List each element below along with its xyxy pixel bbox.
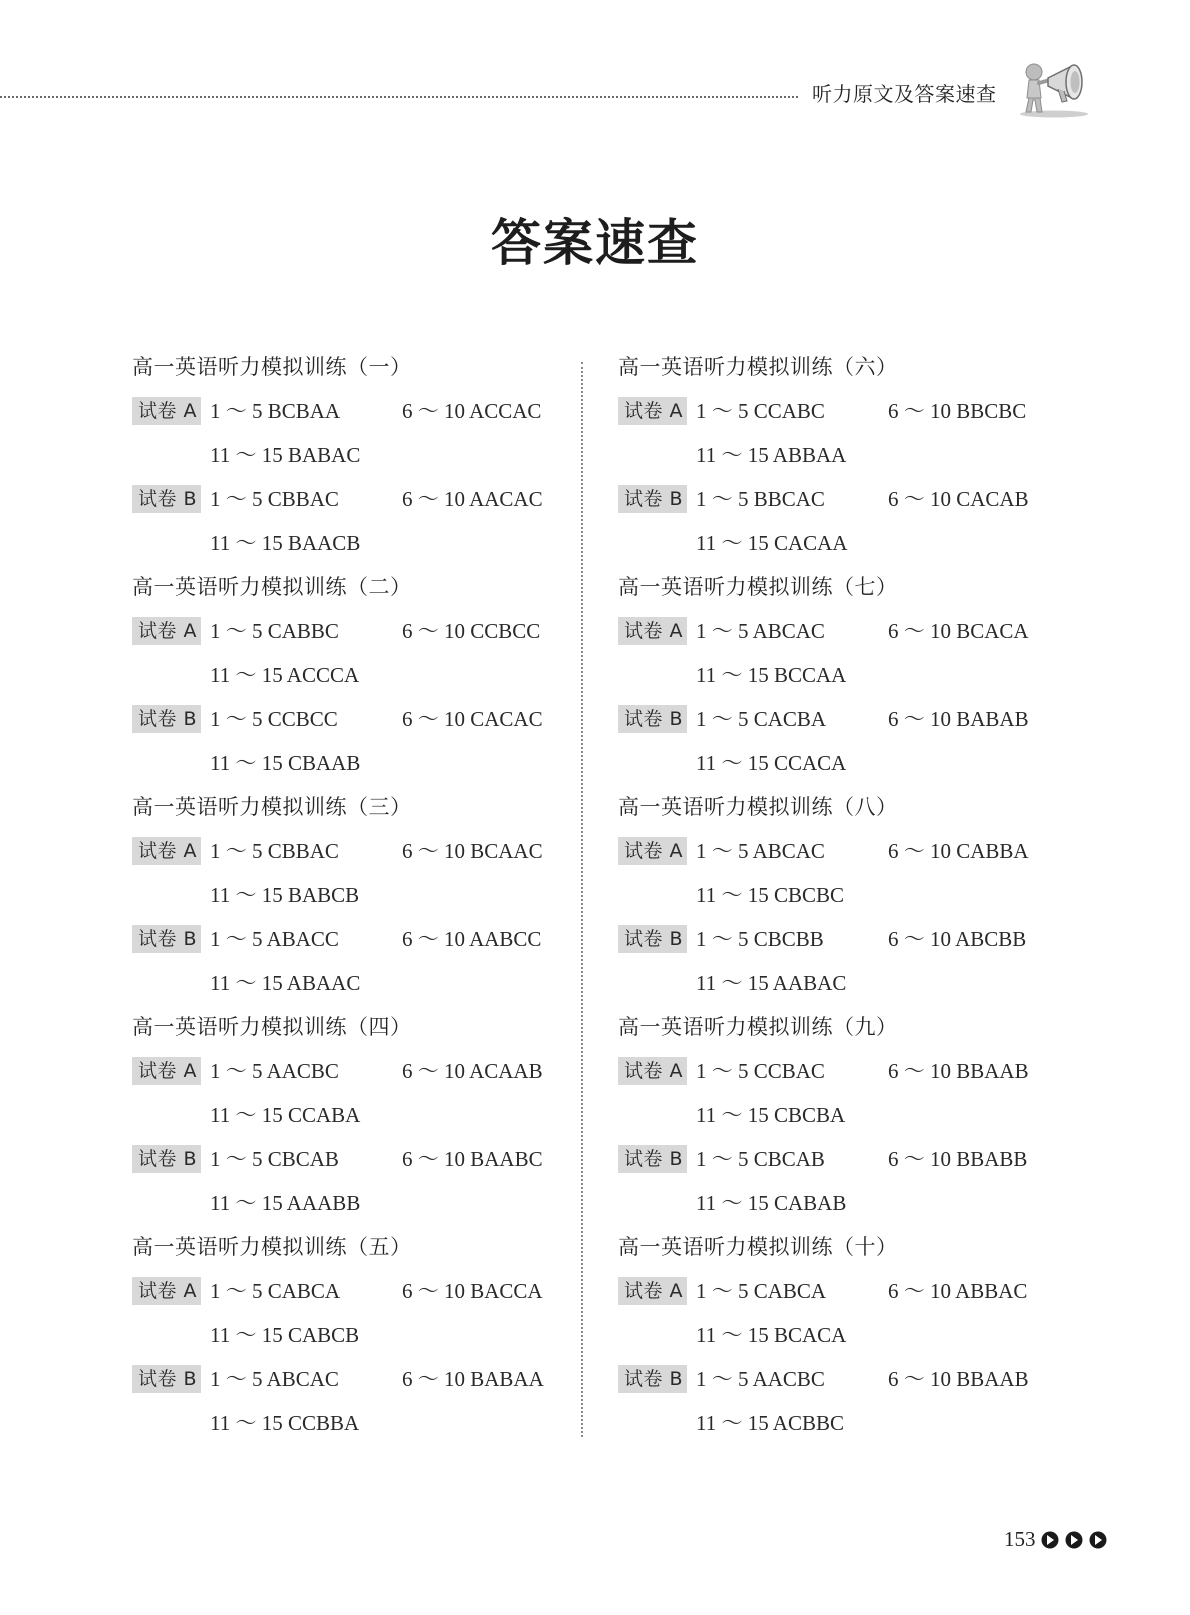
- answers-1-5: 1 ～ 5 CCABC: [696, 399, 825, 423]
- answers-6-10: 6 ～ 10 BBAAB: [888, 1367, 1029, 1391]
- paper-b-label: 试卷 B: [132, 485, 201, 513]
- section-title: 高一英语听力模拟训练（一）: [132, 355, 412, 379]
- paper-a-label: 试卷 A: [618, 1057, 687, 1085]
- section-title: 高一英语听力模拟训练（四）: [132, 1015, 412, 1039]
- paper-b-label: 试卷 B: [618, 925, 687, 953]
- paper-b-row: [618, 922, 1058, 956]
- paper-b-row-continued: [618, 746, 1058, 780]
- paper-a-row: [618, 834, 1058, 868]
- answers-11-15: 11 ～ 15 BABCB: [210, 883, 360, 907]
- answers-11-15: 11 ～ 15 CCBBA: [210, 1411, 360, 1435]
- section-title: 高一英语听力模拟训练（七）: [618, 575, 898, 599]
- answers-1-5: 1 ～ 5 AACBC: [696, 1367, 825, 1391]
- answer-section: [132, 350, 572, 570]
- paper-a-row: [132, 1274, 572, 1308]
- answers-11-15: 11 ～ 15 ACBBC: [696, 1411, 845, 1435]
- header-rule: [0, 96, 798, 98]
- paper-a-row-continued: [132, 658, 572, 692]
- paper-b-row: [618, 1362, 1058, 1396]
- answers-1-5: 1 ～ 5 ABCAC: [696, 619, 825, 643]
- answers-1-5: 1 ～ 5 CACBA: [696, 707, 827, 731]
- answers-11-15: 11 ～ 15 CABCB: [210, 1323, 360, 1347]
- answers-11-15: 11 ～ 15 CABAB: [696, 1191, 847, 1215]
- paper-a-label: 试卷 A: [618, 1277, 687, 1305]
- megaphone-figure-icon: [1020, 58, 1106, 118]
- answer-section: [618, 570, 1058, 790]
- paper-b-row-continued: [618, 1406, 1058, 1440]
- answers-6-10: 6 ～ 10 AACAC: [402, 487, 543, 511]
- answers-11-15: 11 ～ 15 ABBAA: [696, 443, 847, 467]
- right-column: [618, 350, 1058, 1450]
- answer-section: [132, 1230, 572, 1450]
- section-title: 高一英语听力模拟训练（八）: [618, 795, 898, 819]
- arrow-circle-icon: [1066, 1532, 1083, 1549]
- answers-1-5: 1 ～ 5 CBCAB: [210, 1147, 339, 1171]
- paper-b-row: [618, 482, 1058, 516]
- answers-6-10: 6 ～ 10 BABAA: [402, 1367, 544, 1391]
- paper-a-row-continued: [132, 438, 572, 472]
- paper-b-label: 试卷 B: [618, 705, 687, 733]
- answers-11-15: 11 ～ 15 CCABA: [210, 1103, 361, 1127]
- answer-section: [618, 1230, 1058, 1450]
- answers-1-5: 1 ～ 5 CBCBB: [696, 927, 824, 951]
- paper-b-row: [132, 482, 572, 516]
- paper-a-row: [132, 1054, 572, 1088]
- paper-a-row: [618, 1054, 1058, 1088]
- arrow-circle-icon: [1042, 1532, 1059, 1549]
- answers-11-15: 11 ～ 15 CACAA: [696, 531, 848, 555]
- answers-6-10: 6 ～ 10 ACAAB: [402, 1059, 543, 1083]
- paper-b-row: [132, 1362, 572, 1396]
- answers-11-15: 11 ～ 15 ACCCA: [210, 663, 360, 687]
- paper-b-row: [618, 702, 1058, 736]
- paper-b-row: [618, 1142, 1058, 1176]
- paper-b-label: 试卷 B: [618, 1365, 687, 1393]
- paper-b-row: [132, 702, 572, 736]
- paper-b-row-continued: [618, 1186, 1058, 1220]
- paper-b-row: [132, 922, 572, 956]
- paper-b-label: 试卷 B: [132, 1145, 201, 1173]
- paper-b-row-continued: [132, 1186, 572, 1220]
- paper-a-label: 试卷 A: [132, 837, 201, 865]
- answers-6-10: 6 ～ 10 ABBAC: [888, 1279, 1028, 1303]
- answers-1-5: 1 ～ 5 CBBAC: [210, 487, 339, 511]
- paper-a-label: 试卷 A: [618, 617, 687, 645]
- answers-6-10: 6 ～ 10 BBABB: [888, 1147, 1028, 1171]
- paper-a-row: [618, 1274, 1058, 1308]
- paper-b-label: 试卷 B: [132, 1365, 201, 1393]
- answers-11-15: 11 ～ 15 CBCBA: [696, 1103, 846, 1127]
- paper-a-row: [618, 614, 1058, 648]
- section-title: 高一英语听力模拟训练（二）: [132, 575, 412, 599]
- answers-1-5: 1 ～ 5 AACBC: [210, 1059, 339, 1083]
- answers-1-5: 1 ～ 5 CBBAC: [210, 839, 339, 863]
- paper-a-row-continued: [618, 658, 1058, 692]
- answers-6-10: 6 ～ 10 BBCBC: [888, 399, 1027, 423]
- paper-a-row-continued: [132, 878, 572, 912]
- answers-11-15: 11 ～ 15 CCACA: [696, 751, 847, 775]
- answer-section: [132, 570, 572, 790]
- answers-6-10: 6 ～ 10 BABAB: [888, 707, 1029, 731]
- answers-6-10: 6 ～ 10 ACCAC: [402, 399, 542, 423]
- answers-6-10: 6 ～ 10 CACAB: [888, 487, 1029, 511]
- answers-6-10: 6 ～ 10 BCAAC: [402, 839, 543, 863]
- answers-11-15: 11 ～ 15 CBCBC: [696, 883, 845, 907]
- answers-1-5: 1 ～ 5 ABACC: [210, 927, 339, 951]
- answer-section: [618, 790, 1058, 1010]
- answer-section: [132, 1010, 572, 1230]
- left-column: [132, 350, 572, 1450]
- paper-a-row-continued: [618, 1318, 1058, 1352]
- answers-6-10: 6 ～ 10 BACCA: [402, 1279, 543, 1303]
- answer-section: [132, 790, 572, 1010]
- answers-11-15: 11 ～ 15 AAABB: [210, 1191, 361, 1215]
- paper-a-row-continued: [132, 1318, 572, 1352]
- answers-11-15: 11 ～ 15 BABAC: [210, 443, 361, 467]
- paper-b-row-continued: [132, 746, 572, 780]
- paper-b-row: [132, 1142, 572, 1176]
- paper-b-label: 试卷 B: [132, 705, 201, 733]
- section-title: 高一英语听力模拟训练（六）: [618, 355, 898, 379]
- paper-b-label: 试卷 B: [132, 925, 201, 953]
- answers-1-5: 1 ～ 5 CABCA: [696, 1279, 827, 1303]
- answers-11-15: 11 ～ 15 CBAAB: [210, 751, 361, 775]
- answers-1-5: 1 ～ 5 ABCAC: [210, 1367, 339, 1391]
- paper-a-label: 试卷 A: [132, 397, 201, 425]
- section-title: 高一英语听力模拟训练（十）: [618, 1235, 898, 1259]
- answers-11-15: 11 ～ 15 BCACA: [696, 1323, 847, 1347]
- paper-b-label: 试卷 B: [618, 485, 687, 513]
- page-number: 153: [1004, 1527, 1036, 1551]
- answers-1-5: 1 ～ 5 CABBC: [210, 619, 339, 643]
- paper-b-row-continued: [132, 526, 572, 560]
- answers-1-5: 1 ～ 5 BCBAA: [210, 399, 341, 423]
- paper-a-row: [618, 394, 1058, 428]
- section-title: 高一英语听力模拟训练（三）: [132, 795, 412, 819]
- answer-section: [618, 350, 1058, 570]
- answers-11-15: 11 ～ 15 AABAC: [696, 971, 847, 995]
- paper-a-row-continued: [618, 878, 1058, 912]
- section-title: 高一英语听力模拟训练（九）: [618, 1015, 898, 1039]
- answers-6-10: 6 ～ 10 BAABC: [402, 1147, 543, 1171]
- arrow-circle-icon: [1090, 1532, 1107, 1549]
- answers-6-10: 6 ～ 10 BBAAB: [888, 1059, 1029, 1083]
- answers-6-10: 6 ～ 10 AABCC: [402, 927, 542, 951]
- paper-a-row: [132, 394, 572, 428]
- paper-a-label: 试卷 A: [618, 397, 687, 425]
- paper-b-row-continued: [132, 1406, 572, 1440]
- paper-b-row-continued: [618, 966, 1058, 1000]
- answers-6-10: 6 ～ 10 CACAC: [402, 707, 543, 731]
- paper-a-row-continued: [618, 438, 1058, 472]
- page-heading: 答案速查: [491, 213, 699, 272]
- answers-6-10: 6 ～ 10 CCBCC: [402, 619, 541, 643]
- answers-1-5: 1 ～ 5 ABCAC: [696, 839, 825, 863]
- answers-1-5: 1 ～ 5 CCBCC: [210, 707, 338, 731]
- paper-a-row: [132, 834, 572, 868]
- paper-b-row-continued: [618, 526, 1058, 560]
- column-divider: [581, 362, 583, 1437]
- paper-a-label: 试卷 A: [132, 617, 201, 645]
- answers-6-10: 6 ～ 10 BCACA: [888, 619, 1029, 643]
- answers-1-5: 1 ～ 5 BBCAC: [696, 487, 825, 511]
- answers-1-5: 1 ～ 5 CBCAB: [696, 1147, 825, 1171]
- answers-11-15: 11 ～ 15 ABAAC: [210, 971, 361, 995]
- paper-b-row-continued: [132, 966, 572, 1000]
- triple-arrow-icon: [1040, 1530, 1112, 1550]
- paper-a-label: 试卷 A: [132, 1057, 201, 1085]
- paper-a-row-continued: [132, 1098, 572, 1132]
- answers-1-5: 1 ～ 5 CCBAC: [696, 1059, 825, 1083]
- paper-a-label: 试卷 A: [132, 1277, 201, 1305]
- running-header-title: 听力原文及答案速查: [812, 82, 997, 106]
- section-title: 高一英语听力模拟训练（五）: [132, 1235, 412, 1259]
- answer-section: [618, 1010, 1058, 1230]
- paper-a-row-continued: [618, 1098, 1058, 1132]
- answers-11-15: 11 ～ 15 BCCAA: [696, 663, 847, 687]
- paper-a-label: 试卷 A: [618, 837, 687, 865]
- paper-b-label: 试卷 B: [618, 1145, 687, 1173]
- answers-6-10: 6 ～ 10 CABBA: [888, 839, 1029, 863]
- answers-1-5: 1 ～ 5 CABCA: [210, 1279, 341, 1303]
- paper-a-row: [132, 614, 572, 648]
- answers-11-15: 11 ～ 15 BAACB: [210, 531, 361, 555]
- answers-6-10: 6 ～ 10 ABCBB: [888, 927, 1027, 951]
